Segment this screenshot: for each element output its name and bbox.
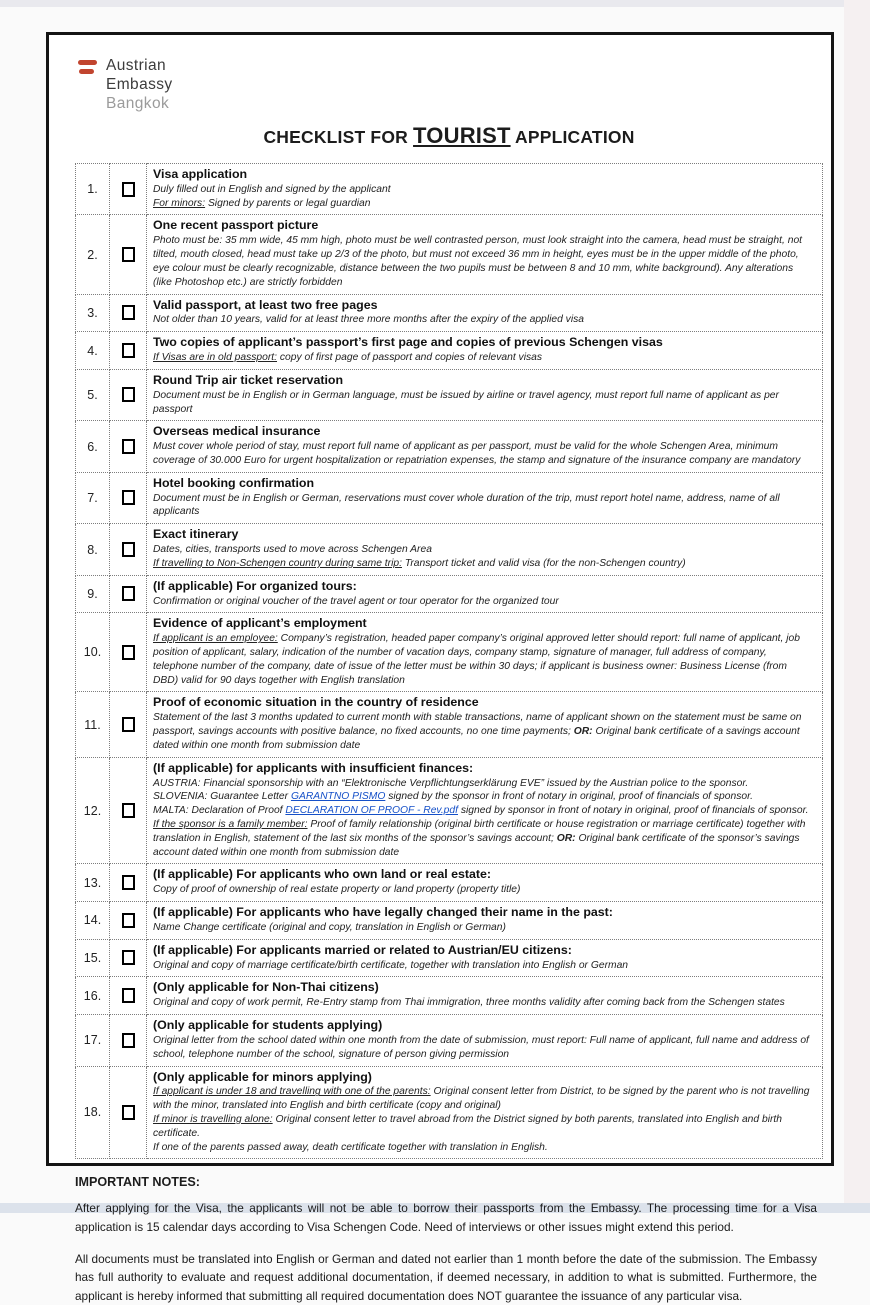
checkbox-item-1[interactable]: [122, 182, 135, 197]
table-row: [76, 369, 823, 420]
table-row: [76, 757, 823, 864]
description-text: Transport ticket and valid visa (for the non-Schengen country): [401, 557, 686, 569]
item-description: [153, 1085, 814, 1154]
description-text: Original and copy of marriage certificate/birth certificate, together with translation into English or German: [153, 959, 629, 971]
item-title: Valid passport, at least two free pages: [153, 297, 378, 312]
description-text: Document must be in English or German, reservations must cover whole duration of the trip, must report hotel name, address, name of all applicants: [153, 492, 780, 518]
item-description: [153, 543, 814, 571]
item-content: [147, 1015, 823, 1066]
item-content: [147, 421, 823, 472]
item-description: [153, 492, 814, 520]
checkbox-item-6[interactable]: [122, 439, 135, 454]
item-description: [153, 1034, 814, 1062]
item-description: [153, 996, 814, 1010]
item-description-line: [153, 790, 814, 804]
item-description: [153, 632, 814, 687]
page-title: [75, 123, 823, 149]
item-description: [153, 777, 814, 860]
bold-or-label: OR:: [573, 726, 593, 738]
item-description-line: [153, 595, 814, 609]
checkbox-item-18[interactable]: [122, 1105, 135, 1120]
checkbox-item-15[interactable]: [122, 950, 135, 965]
item-description-line: [153, 557, 814, 571]
item-description-line: [153, 818, 814, 859]
item-title: Hotel booking confirmation: [153, 475, 315, 490]
item-number: 2.: [76, 215, 110, 294]
item-number: 18.: [76, 1066, 110, 1159]
item-title: (If applicable) For organized tours:: [153, 578, 357, 593]
underlined-condition: If applicant is under 18 and travelling with one of the parents:: [153, 1086, 431, 1098]
checkbox-item-5[interactable]: [122, 387, 135, 402]
photo-edge-right: [844, 0, 870, 1213]
item-description-line: [153, 883, 814, 897]
description-text: Original letter from the school dated within one month from the date of submission, must report: Full name of applicant, full name and address of school, telephone number of the school, signature of person giving permission: [153, 1034, 809, 1060]
item-number: 5.: [76, 369, 110, 420]
description-text: Company’s registration, headed paper company’s original approved letter should report: full name of applicant, job position of applicant, salary, indication of the number of vacation days, company stamp, signature of manager, full address of company, telephone number of the company, date of issue of the letter must be within 30 days; if applicant is business owner: Business License (from DBD) valid for 90 days together with English translation: [153, 633, 800, 686]
table-row: [76, 613, 823, 692]
checklist-table: [75, 163, 823, 1159]
description-text: Statement of the last 3 months updated to current month with stable transactions, name of applicant shown on the statement must be same on passport, savings accounts with positive balance, no fixed accounts, no one time payments;: [153, 712, 802, 738]
item-title: Proof of economic situation in the country of residence: [153, 695, 479, 710]
table-row: [76, 332, 823, 370]
item-number: 10.: [76, 613, 110, 692]
item-description-line: [153, 632, 814, 687]
item-title: Exact itinerary: [153, 527, 239, 542]
item-description-line: [153, 959, 814, 973]
item-number: 1.: [76, 164, 110, 215]
item-description-line: [153, 389, 814, 417]
item-title: Evidence of applicant’s employment: [153, 616, 367, 631]
logo-line-3: Bangkok: [106, 94, 170, 112]
item-title: (Only applicable for minors applying): [153, 1069, 372, 1084]
embassy-logo: [78, 57, 173, 114]
description-text: Name Change certificate (original and copy, translation in English or German): [153, 921, 506, 933]
description-text: SLOVENIA: Guarantee Letter: [153, 791, 291, 803]
checkbox-item-13[interactable]: [122, 875, 135, 890]
description-text: Must cover whole period of stay, must report full name of applicant as per passport, must be valid for the whole Schengen Area, minimum coverage of 30.000 Euro for urgent hospitalization or repatriation expenses, the stamp and signature of the insurance company are mandatory: [153, 441, 801, 467]
item-content: [147, 864, 823, 902]
table-row: [76, 1066, 823, 1159]
page-title-emphasis: TOURIST: [413, 123, 511, 148]
item-number: 15.: [76, 939, 110, 977]
item-number: 6.: [76, 421, 110, 472]
austrian-flag-icon: [78, 60, 97, 75]
item-content: [147, 164, 823, 215]
item-description-line: [153, 234, 814, 289]
bold-or-label: OR:: [556, 832, 576, 844]
item-title: Round Trip air ticket reservation: [153, 372, 344, 387]
description-text: Signed by parents or legal guardian: [205, 197, 371, 209]
checkbox-item-2[interactable]: [122, 247, 135, 262]
item-description-line: [153, 1085, 814, 1113]
notes-paragraph: All documents must be translated into English or German and dated not earlier than 1 month before the date of the submission. The Embassy has full authority to evaluate and request additional documentation, if deemed necessary, in addition to what is submitted. Furthermore, the applicant is hereby informed that submitting all required documentation does NOT guarantee the issuance of any particular visa.: [75, 1251, 817, 1303]
checkbox-item-9[interactable]: [122, 586, 135, 601]
item-description-line: [153, 440, 814, 468]
item-title: Overseas medical insurance: [153, 424, 321, 439]
description-text: Duly filled out in English and signed by the applicant: [153, 183, 391, 195]
description-text: Confirmation or original voucher of the travel agent or tour operator for the organized tour: [153, 595, 559, 607]
description-text: Original and copy of work permit, Re-Entry stamp from Thai immigration, three months validity after coming back from the Schengen states: [153, 997, 785, 1009]
item-number: 3.: [76, 294, 110, 332]
description-text: Dates, cities, transports used to move across Schengen Area: [153, 544, 432, 556]
table-row: [76, 215, 823, 294]
table-row: [76, 575, 823, 613]
item-content: [147, 757, 823, 864]
item-number: 17.: [76, 1015, 110, 1066]
description-text: Photo must be: 35 mm wide, 45 mm high, photo must be well contrasted person, must look straight into the camera, head must be straight, not tilted, mouth closed, head must take up 2/3 of the photo, but must not exceed 36 mm in height, eyes must be in the upper middle of the photo, eye colour must be clearly recognizable, distance between the two pupils must be between 8 and 10 mm, white background). Any alterations (like Photoshop etc.) are strictly forbidden: [153, 235, 803, 288]
description-text: Document must be in English or in German language, must be issued by airline or travel agency, must report full name of applicant as per passport: [153, 389, 779, 415]
checkbox-item-12[interactable]: [122, 803, 135, 818]
item-description-line: [153, 804, 814, 818]
document-link[interactable]: GARANTNO PISMO: [290, 791, 386, 803]
table-row: [76, 692, 823, 757]
item-title: (If applicable) For applicants married or related to Austrian/EU citizens:: [153, 942, 572, 957]
item-number: 14.: [76, 902, 110, 940]
item-content: [147, 939, 823, 977]
item-content: [147, 977, 823, 1015]
document-link[interactable]: DECLARATION OF PROOF - Rev.pdf: [285, 805, 458, 817]
embassy-logo-text: [106, 57, 173, 114]
item-content: [147, 524, 823, 575]
description-text: signed by the sponsor in front of notary in original, proof of financials of sponsor.: [385, 791, 753, 803]
checkbox-item-8[interactable]: [122, 542, 135, 557]
item-content: [147, 613, 823, 692]
table-row: [76, 977, 823, 1015]
underlined-condition: For minors:: [153, 197, 206, 209]
table-row: [76, 421, 823, 472]
item-number: 16.: [76, 977, 110, 1015]
logo-line-1: Austrian: [106, 57, 167, 74]
description-text: If one of the parents passed away, death certificate together with translation in English.: [153, 1141, 548, 1153]
item-title: (If applicable) For applicants who have legally changed their name in the past:: [153, 905, 613, 920]
item-content: [147, 332, 823, 370]
item-content: [147, 215, 823, 294]
checkbox-item-7[interactable]: [122, 490, 135, 505]
checkbox-item-4[interactable]: [122, 343, 135, 358]
item-description-line: [153, 197, 814, 211]
underlined-condition: If applicant is an employee:: [153, 633, 278, 645]
item-title: One recent passport picture: [153, 218, 319, 233]
photo-edge-top: [0, 0, 870, 7]
item-content: [147, 692, 823, 757]
item-content: [147, 575, 823, 613]
description-text: AUSTRIA: Financial sponsorship with an “Elektronische Verpflichtungserklärung EVE” issued by the Austrian police to the sponsor.: [153, 777, 749, 789]
item-title: (If applicable) for applicants with insufficient finances:: [153, 760, 474, 775]
item-description: [153, 234, 814, 289]
description-text: copy of first page of passport and copies of relevant visas: [277, 352, 543, 364]
checkbox-item-17[interactable]: [122, 1033, 135, 1048]
item-description-line: [153, 711, 814, 752]
table-row: [76, 864, 823, 902]
checklist-table-body: [76, 164, 823, 1159]
item-number: 12.: [76, 757, 110, 864]
item-number: 7.: [76, 472, 110, 523]
description-text: MALTA: Declaration of Proof: [153, 805, 286, 817]
item-description-line: [153, 183, 814, 197]
description-text: Original bank certificate of a savings account dated within one month from submission date: [153, 726, 800, 751]
item-title: Two copies of applicant’s passport’s first page and copies of previous Schengen visas: [153, 335, 663, 350]
description-text: Original bank certificate of the sponsor’s savings account dated within one month from submission date: [153, 832, 800, 858]
description-text: Not older than 10 years, valid for at least three more months after the expiry of the applied visa: [153, 314, 584, 326]
table-row: [76, 524, 823, 575]
table-row: [76, 472, 823, 523]
table-row: [76, 164, 823, 215]
underlined-condition: If travelling to Non-Schengen country during same trip:: [153, 557, 402, 569]
item-description-line: [153, 313, 814, 327]
item-description: [153, 351, 814, 365]
item-number: 4.: [76, 332, 110, 370]
item-description-line: [153, 1034, 814, 1062]
description-text: signed by sponsor in front of notary in original, proof of financials of sponsor.: [458, 805, 809, 817]
logo-line-2: Embassy: [106, 75, 173, 93]
item-description-line: [153, 921, 814, 935]
item-description: [153, 313, 814, 327]
table-row: [76, 902, 823, 940]
item-description: [153, 595, 814, 609]
item-title: Visa application: [153, 167, 248, 181]
item-number: 9.: [76, 575, 110, 613]
item-number: 13.: [76, 864, 110, 902]
important-notes: [75, 1175, 823, 1304]
description-text: Proof of family relationship (original birth certificate or house registration or marriage certificate) together with translation in English, statement of the last six months of the sponsor’s savings account;: [153, 819, 806, 844]
item-number: 8.: [76, 524, 110, 575]
description-text: Copy of proof of ownership of real estate property or land property (property title): [153, 884, 521, 896]
item-description: [153, 183, 814, 211]
item-description: [153, 440, 814, 468]
item-description: [153, 711, 814, 752]
item-description: [153, 389, 814, 417]
item-description-line: [153, 1141, 814, 1155]
item-description: [153, 921, 814, 935]
item-description-line: [153, 351, 814, 365]
item-description-line: [153, 996, 814, 1010]
item-title: (If applicable) For applicants who own land or real estate:: [153, 867, 492, 882]
item-description-line: [153, 492, 814, 520]
description-text: Original consent letter from District, to be signed by the parent who is not travelling with the minor, translated into English and birth certificate (copy and original): [153, 1086, 810, 1112]
item-description-line: [153, 777, 814, 791]
table-row: [76, 1015, 823, 1066]
item-number: 11.: [76, 692, 110, 757]
checkbox-item-11[interactable]: [122, 717, 135, 732]
item-content: [147, 472, 823, 523]
document-header: [75, 55, 823, 155]
underlined-condition: If the sponsor is a family member:: [153, 819, 308, 831]
item-content: [147, 1066, 823, 1159]
item-description-line: [153, 543, 814, 557]
checkbox-item-3[interactable]: [122, 305, 135, 320]
underlined-condition: If Visas are in old passport:: [153, 352, 278, 364]
item-content: [147, 902, 823, 940]
table-row: [76, 939, 823, 977]
item-description-line: [153, 1113, 814, 1141]
page-title-suffix: APPLICATION: [510, 127, 635, 147]
item-content: [147, 369, 823, 420]
table-row: [76, 294, 823, 332]
item-content: [147, 294, 823, 332]
document-page: [46, 32, 834, 1303]
item-description: [153, 883, 814, 897]
notes-paragraph: After applying for the Visa, the applicants will not be able to borrow their passports from the Embassy. The processing time for a Visa application is 15 calendar days according to Visa Schengen Code. Need of interviews or other issues might extend this period.: [75, 1201, 817, 1234]
checkbox-item-16[interactable]: [122, 988, 135, 1003]
checkbox-item-14[interactable]: [122, 913, 135, 928]
checkbox-item-10[interactable]: [122, 645, 135, 660]
page-title-prefix: CHECKLIST FOR: [263, 127, 414, 147]
underlined-condition: If minor is travelling alone:: [153, 1114, 273, 1126]
item-description: [153, 959, 814, 973]
item-title: (Only applicable for students applying): [153, 1018, 383, 1033]
notes-heading: IMPORTANT NOTES:: [75, 1175, 200, 1190]
description-text: Original consent letter to travel abroad from the District signed by both parents, translated into English and birth certificate.: [153, 1114, 783, 1139]
item-title: (Only applicable for Non-Thai citizens): [153, 980, 379, 995]
